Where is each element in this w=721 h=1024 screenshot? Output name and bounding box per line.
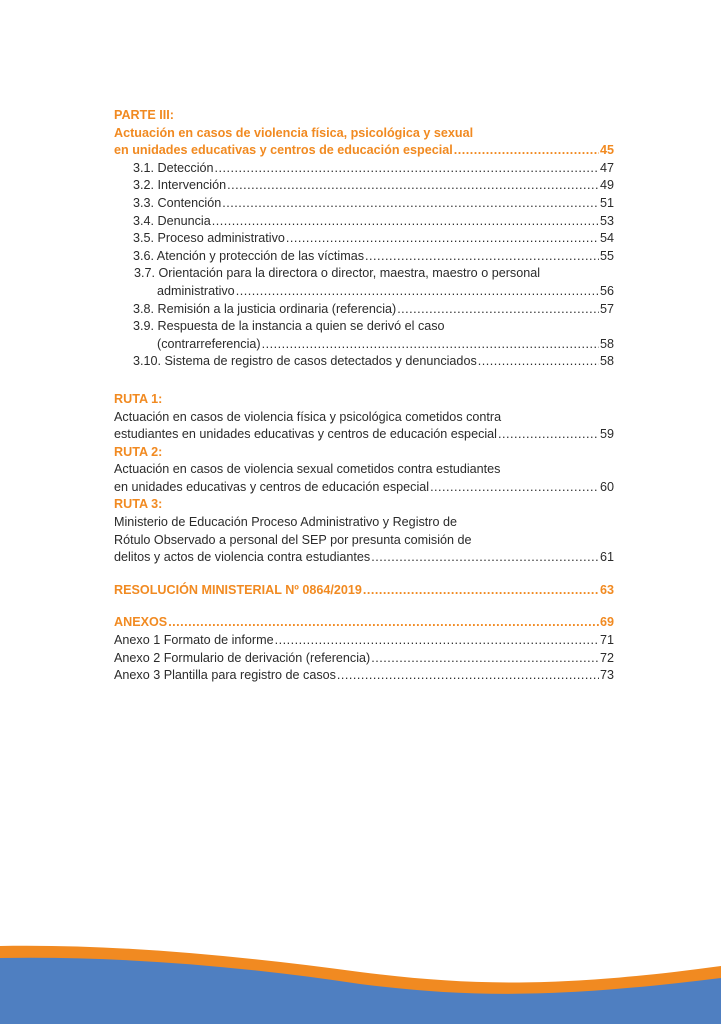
toc-entry-3-7-line1[interactable]: 3.7. Orientación para la directora o director, maestra, maestro o personal	[134, 266, 541, 281]
entry-text: en unidades educativas y centros de educación especial	[114, 479, 430, 494]
page-number: 45	[599, 143, 614, 158]
entry-text: 3.2. Intervención	[133, 178, 227, 193]
page-number: 47	[599, 160, 614, 175]
entry-text: RESOLUCIÓN MINISTERIAL Nº 0864/2019	[114, 582, 362, 597]
toc-entry-3-4[interactable]	[114, 213, 614, 231]
dot-leader	[397, 301, 599, 319]
spacer	[114, 599, 614, 614]
entry-text: (contrarreferencia)	[157, 336, 261, 351]
entry-text: Anexo 1 Formato de informe	[114, 633, 274, 648]
page-number: 49	[599, 178, 614, 193]
table-of-contents	[114, 107, 614, 685]
entry-text: estudiantes en unidades educativas y centros de educación especial	[114, 427, 497, 442]
toc-entry-3-3[interactable]	[114, 195, 614, 213]
dot-leader	[212, 213, 599, 231]
entry-text: delitos y actos de violencia contra estudiantes	[114, 550, 371, 565]
page-number: 55	[599, 248, 614, 263]
dot-leader	[286, 230, 599, 248]
toc-entry-3-8[interactable]	[114, 301, 614, 319]
dot-leader	[365, 248, 599, 266]
entry-text: 3.10. Sistema de registro de casos detectados y denunciados	[133, 354, 477, 369]
entry-text: 3.4. Denuncia	[133, 213, 211, 228]
toc-entry-3-1[interactable]	[114, 160, 614, 178]
page-number: 71	[599, 633, 614, 648]
footer-wave	[0, 944, 721, 1024]
entry-text: 3.1. Detección	[133, 160, 214, 175]
dot-leader	[262, 336, 599, 354]
dot-leader	[454, 142, 599, 160]
page-number: 61	[599, 550, 614, 565]
toc-entry-ruta2[interactable]	[114, 479, 614, 497]
page-number: 54	[599, 231, 614, 246]
page-number: 69	[599, 615, 614, 630]
footer-wave-blue	[0, 958, 721, 1024]
entry-text: Anexo 3 Plantilla para registro de casos	[114, 668, 336, 683]
toc-entry-3-9-line1[interactable]: 3.9. Respuesta de la instancia a quien se derivó el caso	[133, 319, 445, 334]
parte3-label: PARTE III:	[114, 108, 174, 122]
parte3-title-line2: en unidades educativas y centros de educación especial	[114, 143, 453, 158]
ruta3-line1[interactable]: Ministerio de Educación Proceso Administrativo y Registro de	[114, 515, 457, 530]
dot-leader	[227, 177, 599, 195]
dot-leader	[236, 283, 599, 301]
toc-entry-3-2[interactable]	[114, 177, 614, 195]
dot-leader	[430, 479, 599, 497]
page-number: 73	[599, 668, 614, 683]
toc-entry-3-7[interactable]	[114, 283, 614, 301]
page-number: 58	[599, 336, 614, 351]
page-number: 63	[599, 582, 614, 597]
dot-leader	[215, 160, 599, 178]
spacer	[114, 371, 614, 391]
toc-entry-anexo-2[interactable]	[114, 650, 614, 668]
page-number: 58	[599, 354, 614, 369]
page-number: 56	[599, 283, 614, 298]
ruta2-label: RUTA 2:	[114, 444, 163, 459]
page-number: 51	[599, 195, 614, 210]
entry-text: 3.3. Contención	[133, 195, 222, 210]
dot-leader	[371, 549, 599, 567]
dot-leader	[363, 582, 599, 600]
dot-leader	[168, 614, 599, 632]
entry-text: Anexo 2 Formulario de derivación (referencia)	[114, 650, 371, 665]
toc-entry-3-10[interactable]	[114, 353, 614, 371]
page-number: 59	[599, 427, 614, 442]
parte3-title-line1: Actuación en casos de violencia física, psicológica y sexual	[114, 125, 474, 140]
entry-text: ANEXOS	[114, 615, 168, 630]
entry-text: 3.5. Proceso administrativo	[133, 231, 285, 246]
toc-entry-anexo-3[interactable]	[114, 667, 614, 685]
entry-text: administrativo	[157, 283, 235, 298]
ruta3-label: RUTA 3:	[114, 497, 163, 512]
page-number: 53	[599, 213, 614, 228]
toc-entry-3-6[interactable]	[114, 248, 614, 266]
page-number: 57	[599, 301, 614, 316]
toc-entry-anexos[interactable]	[114, 614, 614, 632]
entry-text: 3.6. Atención y protección de las víctimas	[133, 248, 365, 263]
toc-entry-anexo-1[interactable]	[114, 632, 614, 650]
toc-entry-3-5[interactable]	[114, 230, 614, 248]
spacer	[114, 567, 614, 582]
ruta1-label: RUTA 1:	[114, 391, 163, 406]
toc-entry-ruta3[interactable]	[114, 549, 614, 567]
dot-leader	[222, 195, 599, 213]
page-number: 60	[599, 479, 614, 494]
dot-leader	[498, 426, 599, 444]
toc-entry-resolucion[interactable]	[114, 582, 614, 600]
entry-text: 3.8. Remisión a la justicia ordinaria (referencia)	[133, 301, 397, 316]
dot-leader	[478, 353, 599, 371]
ruta2-line1[interactable]: Actuación en casos de violencia sexual cometidos contra estudiantes	[114, 462, 501, 477]
dot-leader	[275, 632, 599, 650]
toc-entry-ruta1[interactable]	[114, 426, 614, 444]
dot-leader	[371, 650, 599, 668]
dot-leader	[337, 667, 599, 685]
ruta1-line1[interactable]: Actuación en casos de violencia física y psicológica cometidos contra	[114, 409, 502, 424]
ruta3-line2[interactable]: Rótulo Observado a personal del SEP por presunta comisión de	[114, 532, 472, 547]
page-number: 72	[599, 650, 614, 665]
toc-entry-parte3[interactable]	[114, 142, 614, 160]
toc-entry-3-9[interactable]	[114, 336, 614, 354]
